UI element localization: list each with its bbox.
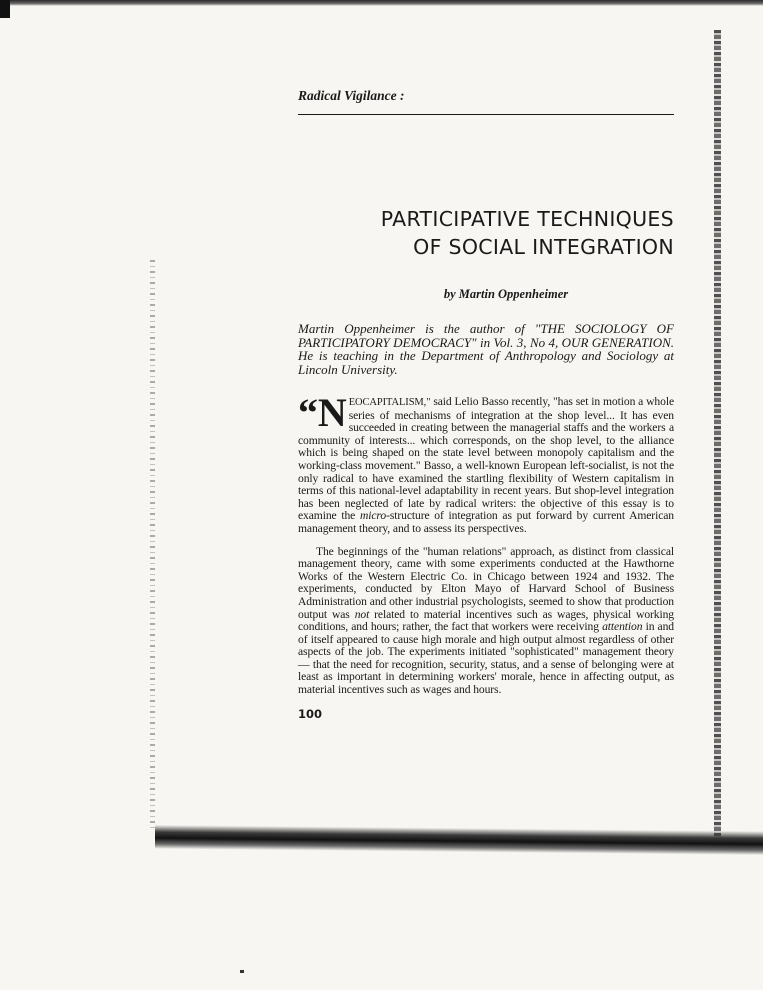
open-quote: “ [298, 390, 318, 435]
paragraph-1 [298, 390, 674, 536]
section-title: Radical Vigilance : [298, 88, 674, 115]
lead-word: EOCAPITALISM," [348, 397, 431, 408]
emphasis-attention: attention [602, 620, 643, 634]
scan-right-edge [714, 30, 721, 850]
drop-cap-letter: N [317, 390, 347, 435]
drop-cap [298, 390, 347, 435]
paragraph-2 [298, 546, 674, 697]
title-line-1: PARTICIPATIVE TECHNIQUES [380, 207, 674, 231]
paragraph-1-text-b: -structure of integration as put forward by current American management theory, and to assess its perspectives. [298, 509, 674, 535]
emphasis-not: not [354, 607, 370, 621]
paragraph-1-text-a: said Lelio Basso recently, "has set in motion a whole series of mechanisms of integration at the shop level... It has even succeeded in creating between the managerial staffs and the workers a community of interests... which corresponds, on the shop level, to the alliance which is being shaped on the state level between monopoly capitalism and the working-class movement." Basso, a well-known European left-socialist, is not the only radical to have examined the startling flexibility of Western capitalism in terms of this national-level adaptability in recent years. But shop-level integration has been neglected of late by radical writers: the objective of this essay is to examine the [298, 395, 674, 523]
paragraph-2-text-a: The beginnings of the "human relations" approach, as distinct from classical management theory, came with some experiments conducted at the Hawthorne Works of the Western Electric Co. in Chicago between 1924 and 1932. The experiments, conducted by Elton Mayo of Harvard School of Business Administration and other industrial psychologists, seemed to show that production output was [298, 544, 674, 621]
scan-top-corner [0, 0, 10, 18]
paragraph-2-text-b: related to material incentives such as wages, physical working conditions, and hours; rather, the fact that workers were receiving [298, 607, 675, 634]
page-column [298, 88, 674, 721]
emphasis-micro: micro [359, 509, 387, 523]
article-title [298, 205, 674, 261]
paragraph-2-text-c: in and of itself appeared to cause high morale and high output almost regardless of other aspects of the job. The experiments initiated "sophisticated" management theory — that the need for recognition, security, status, and a sense of belonging were at least as important in determining workers' morale, hence in affecting output, as material incentives such as wages and hours. [298, 620, 674, 697]
scan-top-edge [0, 0, 763, 6]
author-note: Martin Oppenheimer is the author of "THE SOCIOLOGY OF PARTICIPATORY DEMOCRACY" in Vol. 3, No 4, OUR GENERATION. He is teaching in the Department of Anthropology and Sociology at Lincoln University. [298, 321, 674, 377]
scan-dot [240, 970, 244, 973]
scan-left-edge [150, 260, 155, 830]
page-number: 100 [298, 706, 323, 721]
byline: by Martin Oppenheimer [443, 287, 569, 301]
scan-bottom-edge [155, 825, 763, 855]
title-line-2: OF SOCIAL INTEGRATION [413, 235, 674, 259]
